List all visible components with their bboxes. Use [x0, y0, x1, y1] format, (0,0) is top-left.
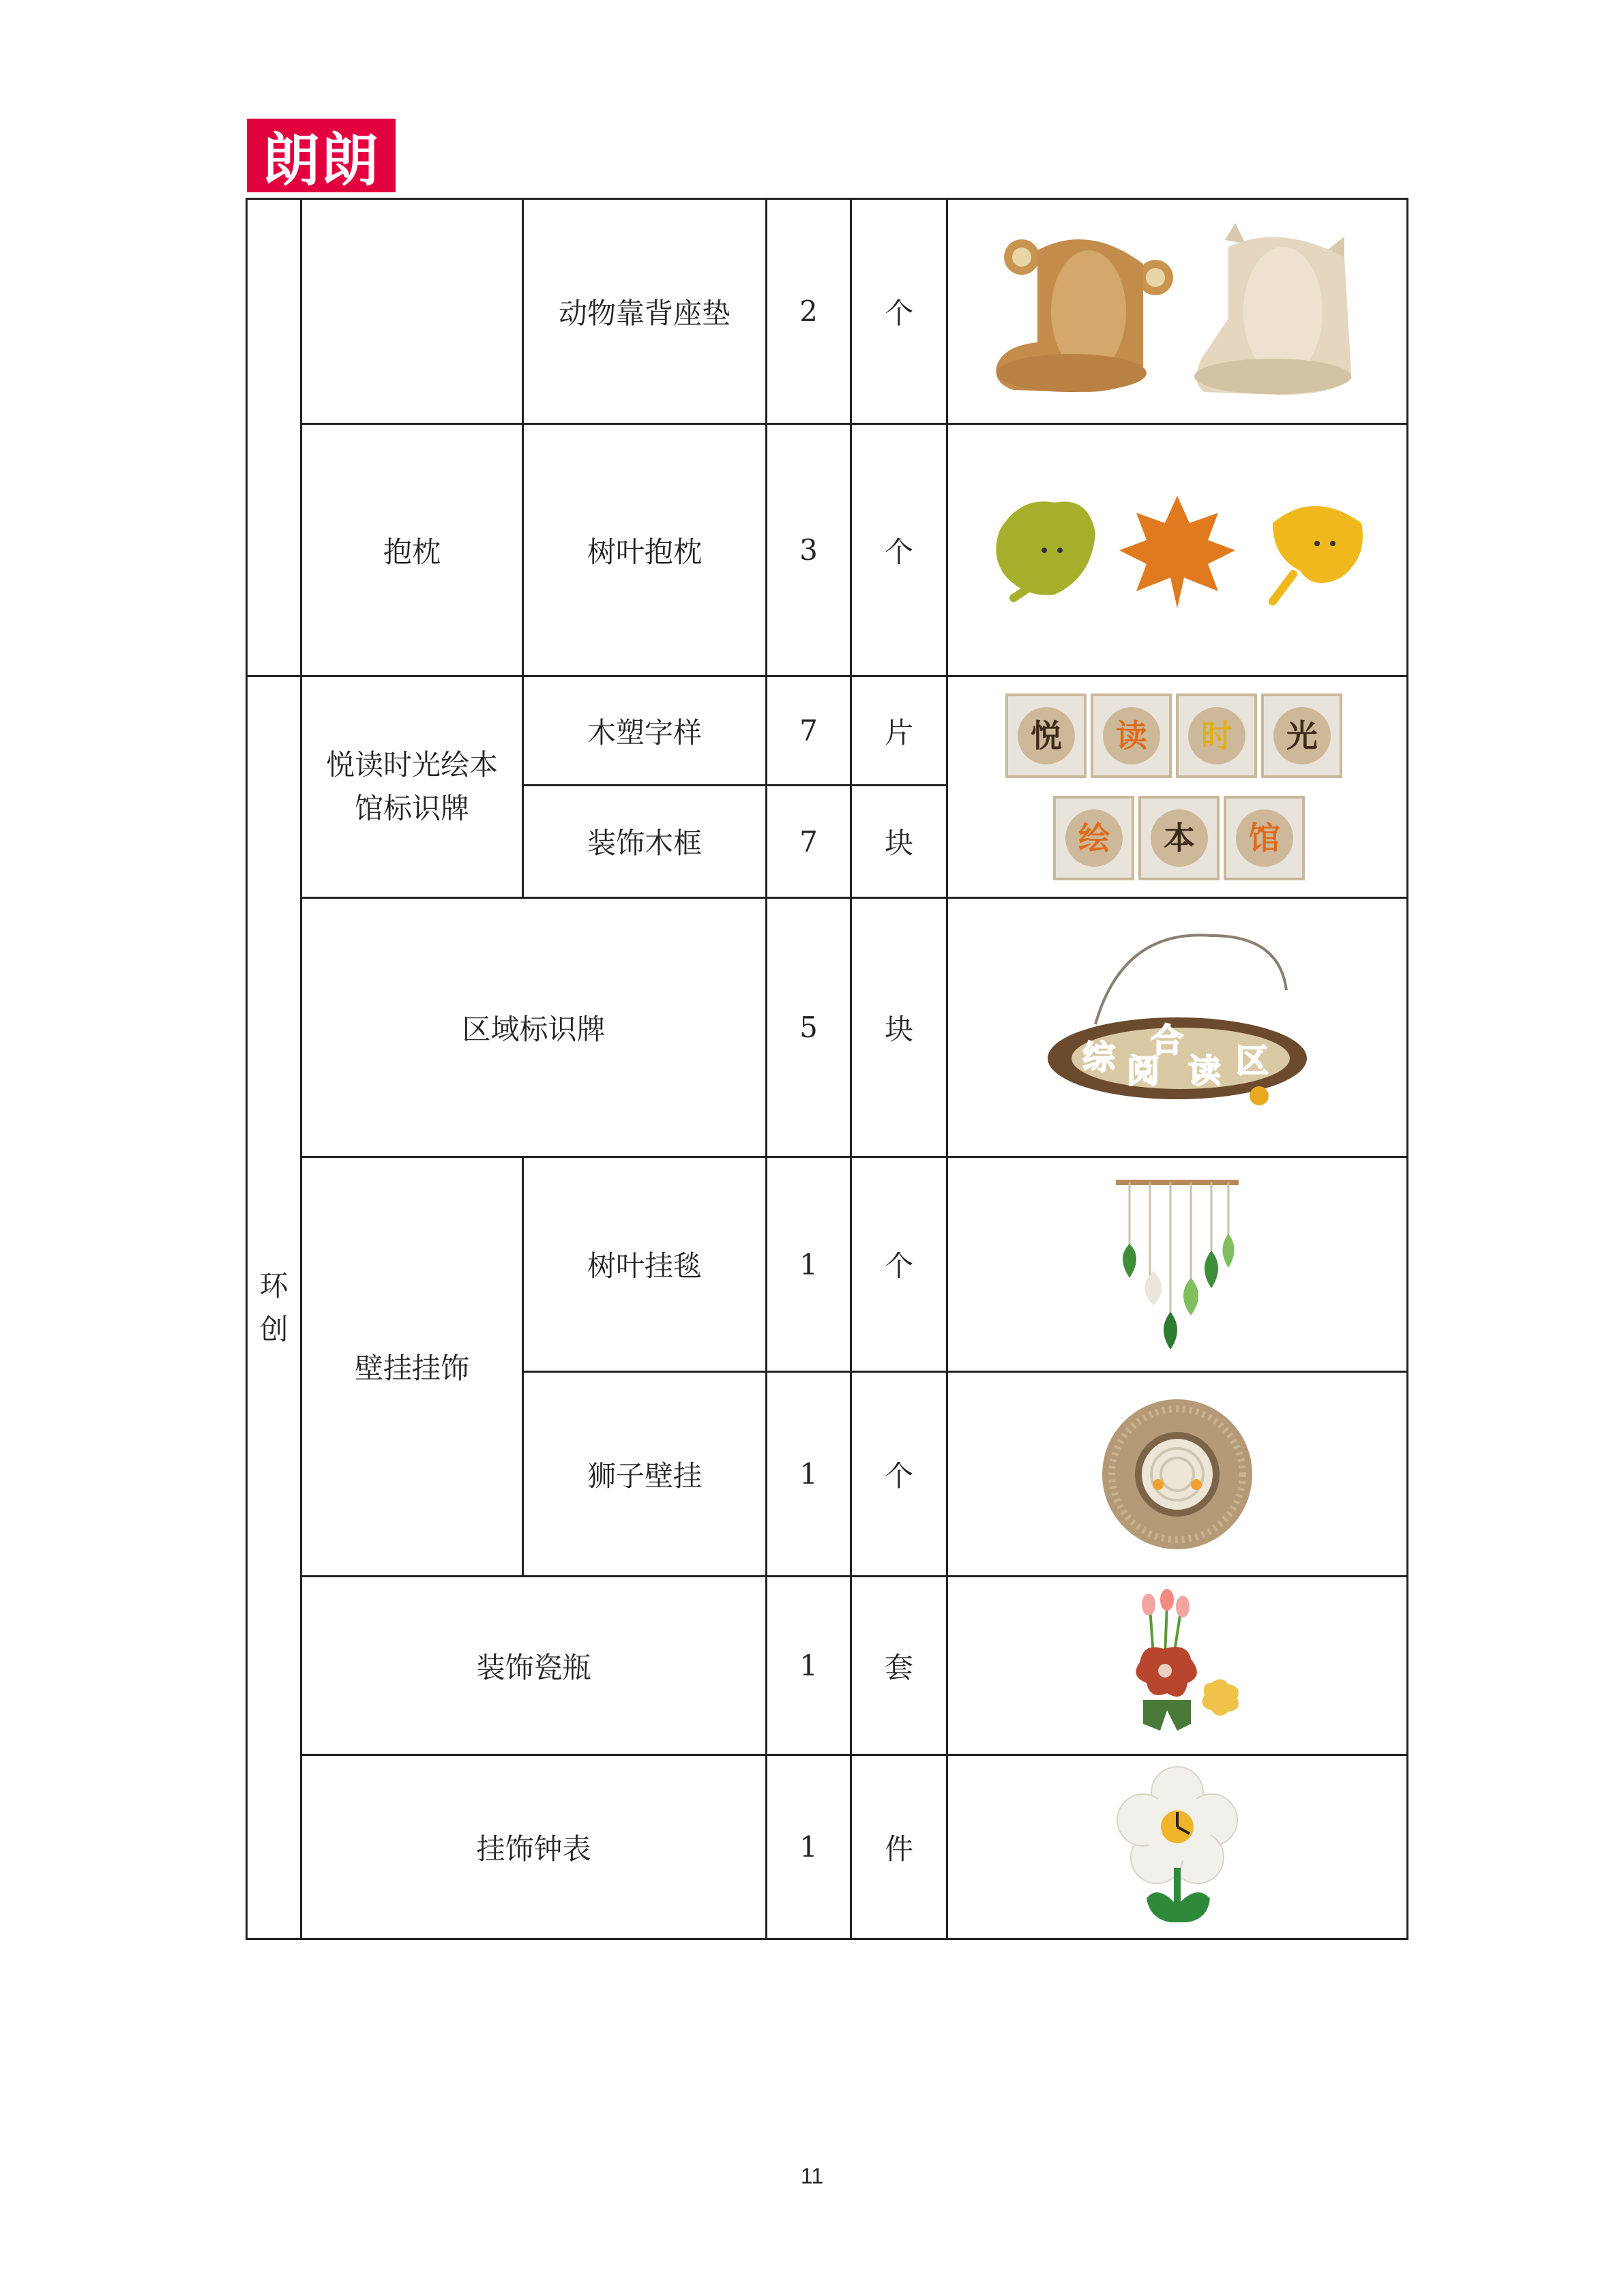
inventory-table	[246, 198, 1408, 1940]
unit-cell: 块	[851, 898, 947, 1157]
unit-cell: 个	[851, 199, 947, 424]
flower-clock-photo	[947, 1755, 1408, 1939]
brand-logo: 朗朗	[247, 119, 396, 192]
table-row	[247, 424, 1408, 676]
leaf-tapestry-photo	[947, 1157, 1408, 1372]
reading-sign-char: 绘	[1078, 820, 1110, 856]
category-cell-continued	[247, 199, 301, 676]
type-cell: 壁挂挂饰	[301, 1157, 523, 1577]
table-row	[247, 1577, 1408, 1755]
quantity-cell: 3	[767, 424, 851, 676]
table-row	[247, 676, 1408, 786]
table-row	[247, 898, 1408, 1157]
item-name-cell: 动物靠背座垫	[523, 199, 767, 424]
quantity-cell: 5	[767, 898, 851, 1157]
item-name-cell: 树叶挂毯	[523, 1157, 767, 1372]
item-name-cell: 装饰木框	[523, 786, 767, 898]
item-name-cell: 狮子壁挂	[523, 1372, 767, 1577]
reading-sign-char: 读	[1116, 717, 1147, 754]
reading-sign-photo	[947, 676, 1408, 898]
type-cell: 悦读时光绘本馆标识牌	[301, 676, 523, 898]
lion-wall-hanging-photo	[947, 1372, 1408, 1577]
type-cell: 抱枕	[301, 424, 523, 676]
area-sign-char: 区	[1235, 1041, 1269, 1080]
item-name-cell: 装饰瓷瓶	[301, 1577, 767, 1755]
quantity-cell: 1	[767, 1372, 851, 1577]
area-sign-char: 读	[1187, 1052, 1222, 1090]
reading-sign-char: 时	[1201, 717, 1232, 754]
unit-cell: 个	[851, 1372, 947, 1577]
area-sign-char: 阅	[1126, 1052, 1160, 1090]
unit-cell: 个	[851, 1157, 947, 1372]
page-number: 11	[800, 2164, 824, 2188]
table-row	[247, 1755, 1408, 1939]
table-row	[247, 199, 1408, 424]
quantity-cell: 7	[767, 676, 851, 786]
reading-sign-char: 悦	[1031, 717, 1062, 754]
area-sign-char: 综	[1082, 1038, 1116, 1077]
category-cell-environment	[247, 676, 301, 1939]
item-name-cell: 区域标识牌	[301, 898, 767, 1157]
category-char: 环	[259, 1268, 289, 1302]
reading-sign-char: 光	[1286, 717, 1318, 754]
quantity-cell: 1	[767, 1755, 851, 1939]
ceramic-vase-photo	[947, 1577, 1408, 1755]
unit-cell: 片	[851, 676, 947, 786]
quantity-cell: 7	[767, 786, 851, 898]
quantity-cell: 2	[767, 199, 851, 424]
quantity-cell: 1	[767, 1577, 851, 1755]
reading-sign-char: 馆	[1249, 820, 1280, 856]
unit-cell: 件	[851, 1755, 947, 1939]
unit-cell: 个	[851, 424, 947, 676]
category-char: 创	[259, 1312, 289, 1346]
type-cell	[301, 199, 523, 424]
area-sign-photo	[947, 898, 1408, 1157]
item-name-cell: 木塑字样	[523, 676, 767, 786]
animal-seat-cushion-photo	[947, 199, 1408, 424]
table-row	[247, 1157, 1408, 1372]
leaf-pillow-photo	[947, 424, 1408, 676]
unit-cell: 套	[851, 1577, 947, 1755]
area-sign-char: 合	[1150, 1021, 1184, 1060]
item-name-cell: 树叶抱枕	[523, 424, 767, 676]
quantity-cell: 1	[767, 1157, 851, 1372]
unit-cell: 块	[851, 786, 947, 898]
reading-sign-char: 本	[1164, 820, 1195, 856]
item-name-cell: 挂饰钟表	[301, 1755, 767, 1939]
